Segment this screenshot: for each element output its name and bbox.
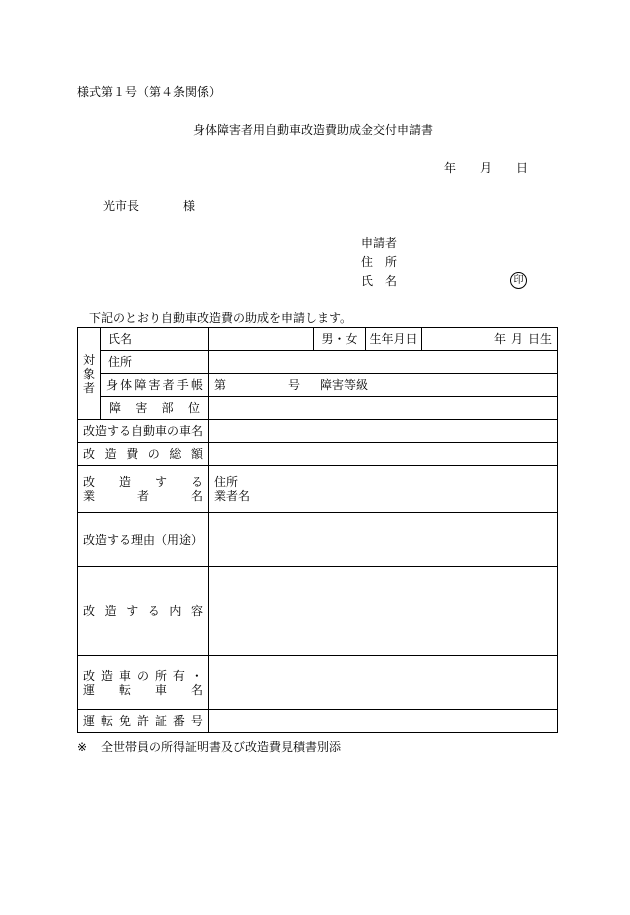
applicant-name-label: 氏 名 [361, 274, 397, 288]
table-row [78, 443, 558, 466]
contractor-field[interactable]: 住所 業者名 [209, 466, 558, 513]
reason-field[interactable] [209, 513, 558, 567]
date-day: 日 [516, 161, 529, 175]
disability-field[interactable] [209, 397, 558, 420]
owner-label: 改 造 車 の 所 有 ・ 運 転 車 名 [78, 656, 209, 710]
table-row [78, 656, 558, 710]
license-label: 運 転 免 許 証 番 号 [78, 710, 209, 733]
birthdate-field[interactable]: 年 月 日生 [422, 328, 558, 351]
target-address-label: 住所 [101, 351, 209, 374]
birthdate-label: 生年月日 [366, 328, 422, 351]
target-name-label: 氏名 [101, 328, 209, 351]
table-row [78, 466, 558, 513]
page-title: 身体障害者用自動車改造費助成金交付申請書 [193, 123, 434, 137]
target-address-field[interactable] [209, 351, 558, 374]
applicant-address-label: 住 所 [361, 255, 397, 269]
vehicle-label: 改造する自動車の車名 [78, 420, 209, 443]
contractor-label: 改 造 す る 業 者 名 [78, 466, 209, 513]
seal-mark: 印 [510, 272, 527, 289]
application-table [77, 327, 558, 733]
license-field[interactable] [209, 710, 558, 733]
disability-label: 障 害 部 位 [101, 397, 209, 420]
table-row [78, 351, 558, 374]
addressee-honorific: 様 [183, 199, 196, 213]
handbook-label: 身 体 障 害 者 手 帳 [101, 374, 209, 397]
footnote-mark: ※ [77, 740, 88, 754]
reason-label: 改造する理由（用途） [78, 513, 209, 567]
table-row [78, 513, 558, 567]
table-row [78, 374, 558, 397]
handbook-field[interactable]: 第 号 障害等級 [209, 374, 558, 397]
content-label: 改 造 す る 内 容 [78, 567, 209, 656]
addressee-name: 光市長 [103, 199, 140, 213]
form-number: 様式第１号（第４条関係） [77, 85, 222, 99]
target-label: 対 象 者 [78, 328, 101, 420]
cost-label: 改 造 費 の 総 額 [78, 443, 209, 466]
intro-text: 下記のとおり自動車改造費の助成を申請します。 [89, 311, 353, 325]
cost-field[interactable] [209, 443, 558, 466]
table-row [78, 710, 558, 733]
target-name-field[interactable] [209, 328, 314, 351]
table-row [78, 397, 558, 420]
footnote-text: 全世帯員の所得証明書及び改造費見積書別添 [101, 740, 342, 754]
applicant-heading: 申請者 [361, 236, 398, 250]
gender-select[interactable]: 男・女 [314, 328, 366, 351]
table-row [78, 328, 558, 351]
vehicle-field[interactable] [209, 420, 558, 443]
date-year: 年 [444, 161, 457, 175]
date-month: 月 [480, 161, 493, 175]
content-field[interactable] [209, 567, 558, 656]
table-row [78, 420, 558, 443]
table-row [78, 567, 558, 656]
owner-field[interactable] [209, 656, 558, 710]
